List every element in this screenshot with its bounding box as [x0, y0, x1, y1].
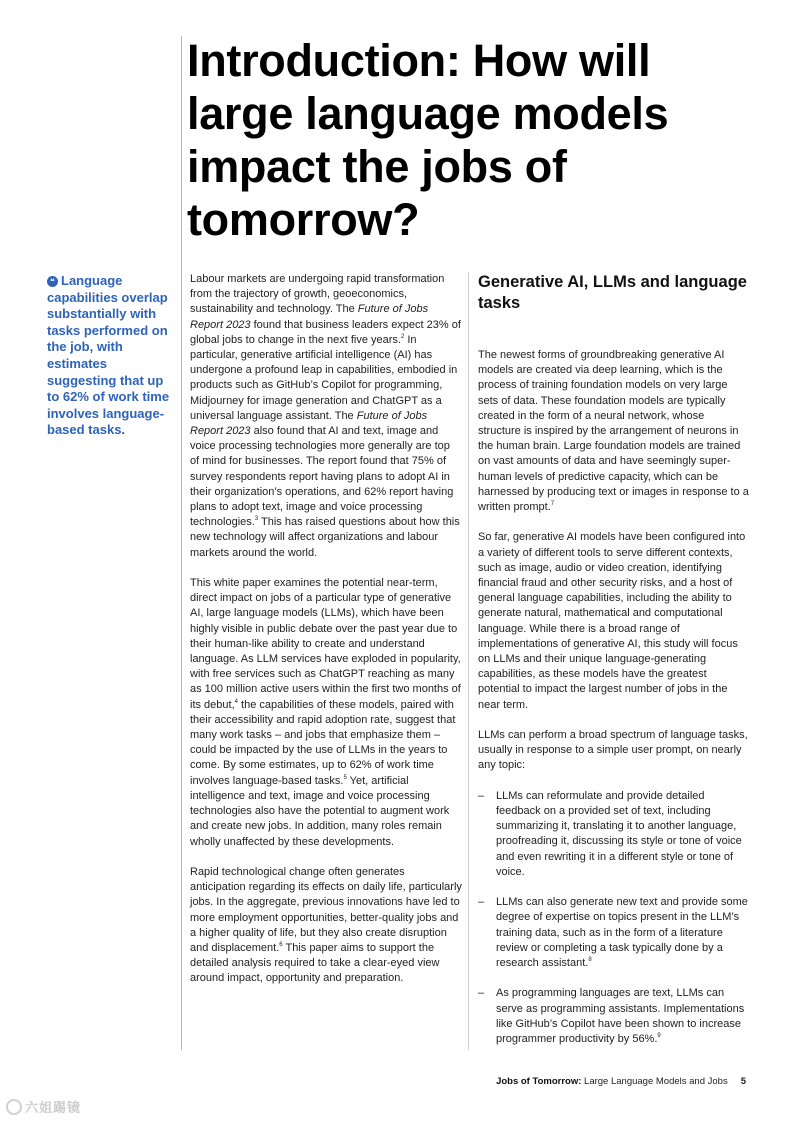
column-divider-2: [468, 272, 469, 1050]
footnote-ref: 8: [588, 957, 592, 964]
page-footer: [484, 1076, 746, 1087]
column-divider: [181, 36, 182, 1050]
pull-quote-text: Language capabilities overlap substantially with tasks performed on the job, with estimates suggesting that up to 62% of work time involves language-based tasks.: [47, 273, 170, 438]
section-heading: Generative AI, LLMs and language tasks: [478, 273, 747, 312]
footer-subtitle: Large Language Models and Jobs: [581, 1076, 728, 1087]
footnote-ref: 9: [657, 1033, 661, 1040]
paragraph: This white paper examines the potential near-term, direct impact on jobs of a particular type of generative AI, large language models (LLMs), which have been highly visible in public debate over the past year due to their human-like ability to create and understand language. As LLM services have exploded in popularity, with free services such as ChatGPT reaching as many as 100 million active users within the first two months of its debut,$^4$ the capabilities of these models, paired with their accessibility and rapid adoption rate, suggest that many work tasks – and jobs that emphasize them – could be impacted by the use of LLMs in the years to come. By some estimates, up to 62% of work time involves language-based tasks.$^5$ Yet, artificial intelligence and text, image and voice processing technologies also have the potential to augment work and create new jobs. In addition, many roles remain wholly unaffected by these developments.: [190, 577, 461, 848]
footnote-ref: 6: [279, 941, 283, 948]
list-item: – LLMs can reformulate and provide detailed feedback on a provided set of text, including summarizing it, translating it to another language, proofreading it, discussing its style or tone of voice and even rewriting it in a different style or tone of voice.: [478, 789, 742, 878]
watermark-logo-icon: [6, 1099, 22, 1115]
list-item: – LLMs can also generate new text and provide some degree of expertise on topics present in the LLM’s training data, such as in the form of a literature review or completing a task typically done by a research assistant.$^8$: [478, 896, 748, 970]
capability-list: [478, 789, 750, 1047]
left-column: [190, 272, 462, 1002]
paragraph: Rapid technological change often generates anticipation regarding its effects on daily life, particularly jobs. In the aggregate, previous innovations have led to more employment opportunities, better-quality jobs and a higher quality of life, but they also create disruption and displacement.$^6$ This paper aims to support the detailed analysis required to take a clear-eyed view around impact, opportunity and preparation.: [190, 865, 462, 985]
footer-report-name: Jobs of Tomorrow:: [496, 1076, 582, 1087]
quote-icon: ❝: [47, 276, 58, 287]
footnote-ref: 3: [254, 516, 259, 523]
pull-quote: [47, 273, 175, 439]
paragraph: The newest forms of groundbreaking generative AI models are created via deep learning, which is the process of training foundation models on very large sets of data. These foundation models are typically created in the form of a neural network, whose structure is inspired by the arrangement of neurons in the human brain. Large foundation models are trained on vast amounts of data and have seemingly super-human levels of predictive capacity, which can be harnessed by producing text or images in response to a written prompt.$^7$: [478, 349, 749, 514]
footnote-ref: 2: [400, 333, 405, 340]
page-title: Introduction: How will large language models impact the jobs of tomorrow?: [187, 35, 669, 245]
footnote-ref: 4: [234, 698, 238, 705]
paragraph: Labour markets are undergoing rapid transformation from the trajectory of growth, geoeconomics, sustainability and technology. The Future of Jobs Report 2023 found that business leaders expect 23% of global jobs to change in the next five years.$^2$ In particular, generative artificial intelligence (AI) has undergone a profound leap in capabilities, embodied in products such as GitHub’s Copilot for programming, Midjourney for image generation and ChatGPT as a universal language assistant. The Future of Jobs Report 2023 also found that AI and text, image and voice processing technologies more generally are top of mind for businesses. The report found that 75% of survey respondents report having plans to adopt AI in their organization’s operations, and 62% report having plans to adopt text, image and voice processing technologies.$^3$ This has raised questions about how this new technology will affect organizations and labour markets around the world.: [190, 273, 461, 559]
right-column: [478, 272, 750, 1062]
paragraph: So far, generative AI models have been configured into a variety of different tools to serve different contexts, such as image, audio or video creation, identifying financial fraud and other security risks, and a host of general language capabilities, including the ability to generate natural, mathematical and computational language. While there is a broad range of implementations of generative AI, this study will focus on LLMs and their unique language-generating capabilities, as these models have the greatest potential to impact the largest number of jobs in the near term.: [478, 531, 746, 711]
page-number: 5: [740, 1076, 746, 1087]
footnote-ref: 5: [343, 774, 347, 781]
footnote-ref: 7: [550, 501, 555, 508]
watermark: 六姐踢镜: [6, 1097, 81, 1116]
paragraph: LLMs can perform a broad spectrum of language tasks, usually in response to a simple user prompt, on nearly any topic:: [478, 729, 748, 772]
list-item: – As programming languages are text, LLMs can serve as programming assistants. Implementations like GitHub’s Copilot have been shown to increase programmer productivity by 56%.$^9$: [478, 987, 745, 1046]
